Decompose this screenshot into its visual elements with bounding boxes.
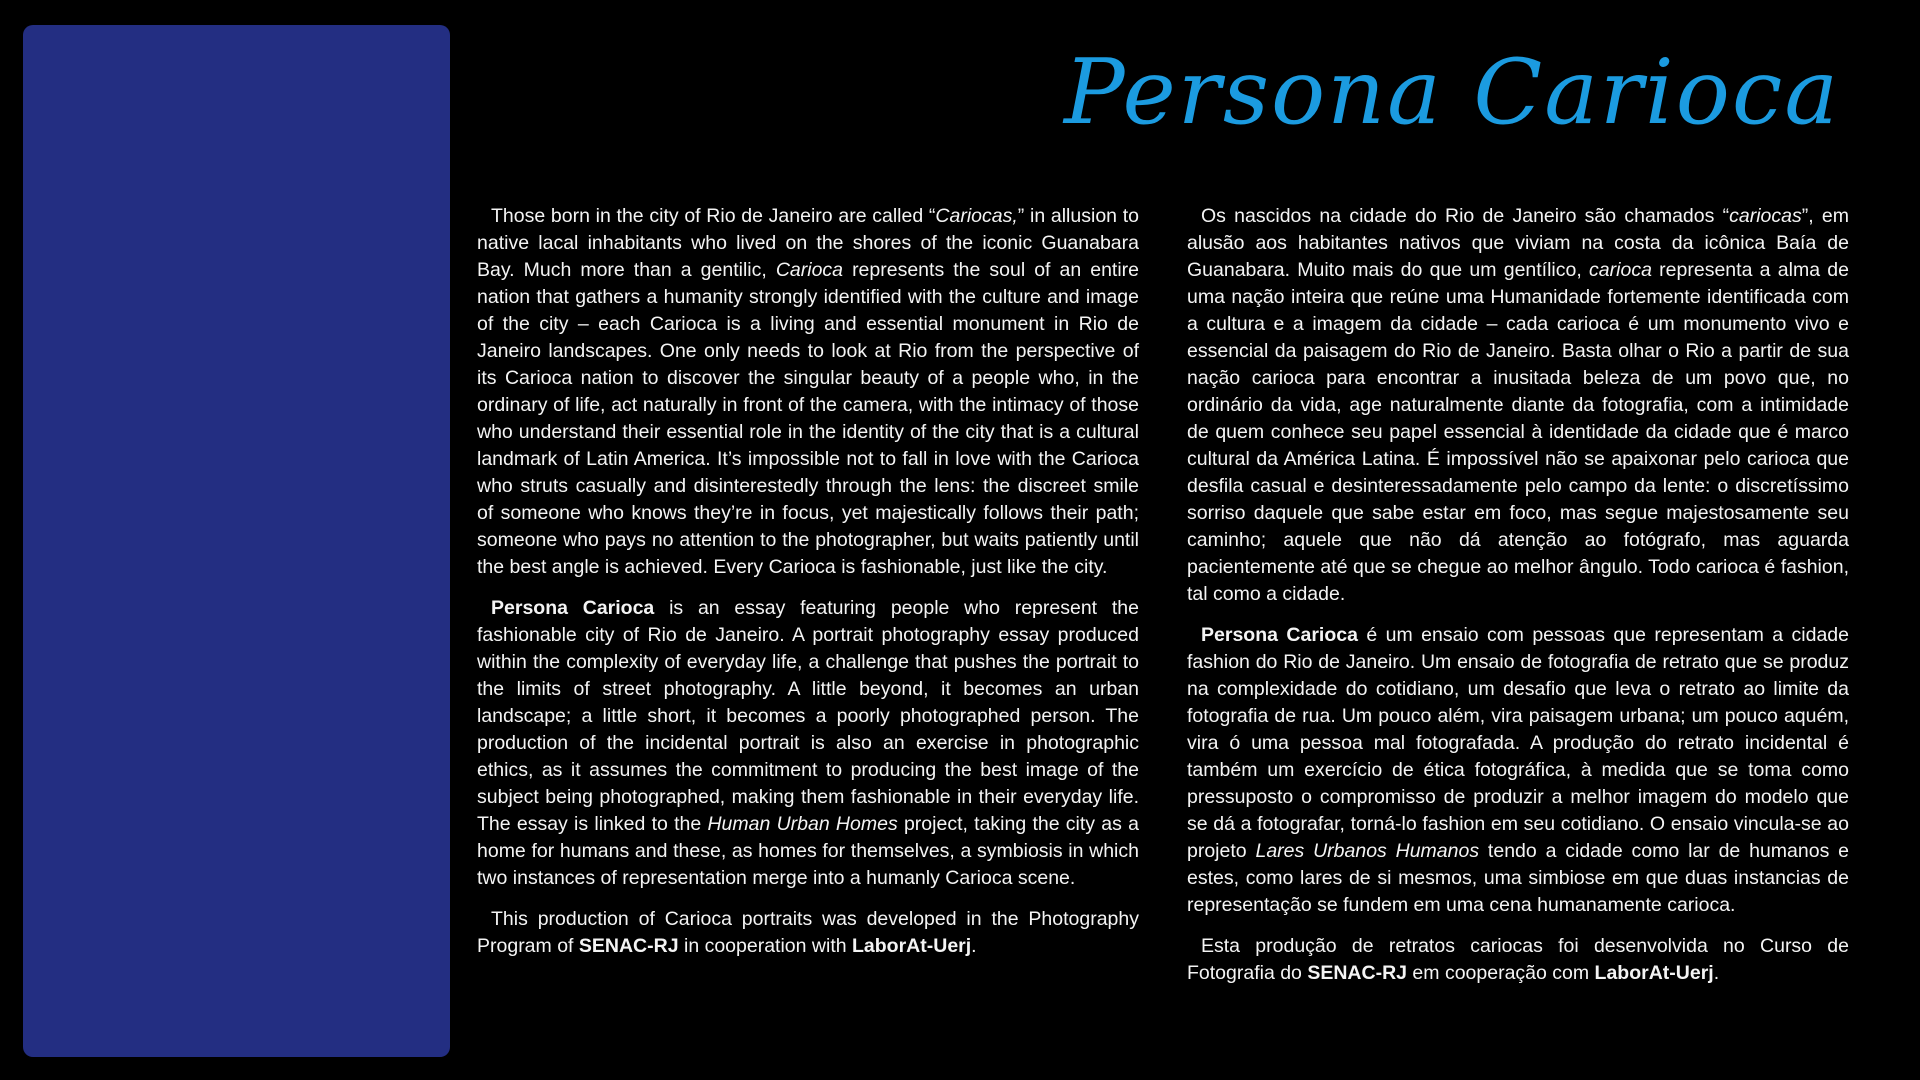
essay-name: Persona Carioca — [1201, 624, 1358, 646]
text-run: ” in allusion to native lacal inhabitants who lived on the shores of the iconic Guanabara Bay. Much more than a gentilic, — [477, 205, 1139, 281]
text-run: Esta produção de retratos cariocas foi desenvolvida no Curso de Fotografia do — [1187, 935, 1849, 984]
english-paragraph-credits — [477, 906, 1139, 960]
portuguese-paragraph-intro — [1187, 203, 1849, 608]
emphasis-carioca: Carioca — [775, 259, 844, 281]
english-column — [477, 203, 1139, 974]
text-run: representa a alma de uma nação inteira que reúne uma Humanidade fortemente identificada com a cultura e a imagem da cidade – cada carioca é um monumento vivo e essencial da paisagem do Rio de Janeiro. Basta olhar o Rio a partir de sua nação carioca para encontrar a inusitada beleza de um povo que, no ordinário da vida, age naturalmente diante da fotografia, com a intimidade de quem conhece seu papel essencial à identidade da cidade que é marco cultural da América Latina. É impossível não se apaixonar pelo carioca que desfila casual e desinteressadamente pelo campo da lente: o discretíssimo sorriso daquele que sabe estar em foco, mas segue majestosamente seu caminho; aquele que não dá atenção ao fotógrafo, mas aguarda pacientemente até que se chegue ao melhor ângulo. Todo carioca é fashion, tal como a cidade. — [1187, 259, 1849, 605]
text-run: Those born in the city of Rio de Janeiro are called “ — [491, 205, 936, 227]
text-run: Os nascidos na cidade do Rio de Janeiro são chamados “ — [1201, 205, 1730, 227]
page-title: Persona Carioca — [1064, 40, 1840, 145]
institution-laborat: LaborAt-Uerj — [1594, 962, 1714, 984]
photo-panel — [23, 25, 450, 1057]
text-run: ”, em alusão aos habitantes nativos que viviam na costa da icônica Baía de Guanabara. Muito mais do que um gentílico, — [1187, 205, 1849, 281]
project-name: Lares Urbanos Humanos — [1255, 840, 1480, 862]
text-run: project, taking the city as a home for humans and these, as homes for themselves, a symbiosis in which two instances of representation merge into a humanly Carioca scene. — [477, 813, 1139, 889]
text-run: . — [971, 935, 977, 957]
text-run: tendo a cidade como lar de humanos e estes, como lares de si mesmos, uma simbiose em que duas instancias de representação se fundem em uma cena humanamente carioca. — [1187, 840, 1850, 916]
project-name: Human Urban Homes — [707, 813, 898, 835]
emphasis-cariocas: cariocas — [1729, 205, 1802, 227]
portuguese-paragraph-credits — [1187, 933, 1849, 987]
institution-senac: SENAC-RJ — [578, 935, 679, 957]
text-run: é um ensaio com pessoas que representam a cidade fashion do Rio de Janeiro. Um ensaio de fotografia de retrato que se produz na complexidade do cotidiano, um desafio que leva o retrato ao limite da fotografia de rua. Um pouco além, vira paisagem urbana; um pouco aquém, vira ó uma pessoa mal fotografada. A produção do retrato incidental é também um exercício de ética fotográfica, à medida que se toma como pressuposto o compromisso de produzir a melhor imagem do modelo que se dá a fotografar, torná-lo fashion em seu cotidiano. O ensaio vincula-se ao projeto — [1187, 624, 1849, 862]
essay-name: Persona Carioca — [491, 597, 655, 619]
institution-senac: SENAC-RJ — [1307, 962, 1408, 984]
text-run: em cooperação com — [1407, 962, 1595, 984]
portuguese-paragraph-essay — [1187, 622, 1849, 919]
portuguese-column — [1187, 203, 1849, 1001]
text-run: This production of Carioca portraits was developed in the Photography Program of — [477, 908, 1139, 957]
text-run: is an essay featuring people who represent the fashionable city of Rio de Janeiro. A portrait photography essay produced within the complexity of everyday life, a challenge that pushes the portrait to the limits of street photography. A little beyond, it becomes an urban landscape; a little short, it becomes a poorly photographed person. The production of the incidental portrait is also an exercise in photographic ethics, as it assumes the commitment to producing the best image of the subject being photographed, making them fashionable in their everyday life. The essay is linked to the — [477, 597, 1139, 835]
emphasis-carioca: carioca — [1589, 259, 1652, 281]
english-paragraph-intro — [477, 203, 1139, 581]
text-run: represents the soul of an entire nation that gathers a humanity strongly identified with the culture and image of the city – each Carioca is a living and essential monument in Rio de Janeiro landscapes. One only needs to look at Rio from the perspective of its Carioca nation to discover the singular beauty of a people who, in the ordinary of life, act naturally in front of the camera, with the intimacy of those who understand their essential role in the identity of the city that is a cultural landmark of Latin America. It’s impossible not to fall in love with the Carioca who struts casually and disinterestedly through the lens: the discreet smile of someone who knows they’re in focus, yet majestically follows their path; someone who pays no attention to the photographer, but waits patiently until the best angle is achieved. Every Carioca is fashionable, just like the city. — [477, 259, 1139, 578]
emphasis-cariocas: Cariocas, — [935, 205, 1018, 227]
text-run: . — [1713, 962, 1720, 984]
institution-laborat: LaborAt-Uerj — [852, 935, 972, 957]
english-paragraph-essay — [477, 595, 1139, 892]
text-run: in cooperation with — [678, 935, 852, 957]
